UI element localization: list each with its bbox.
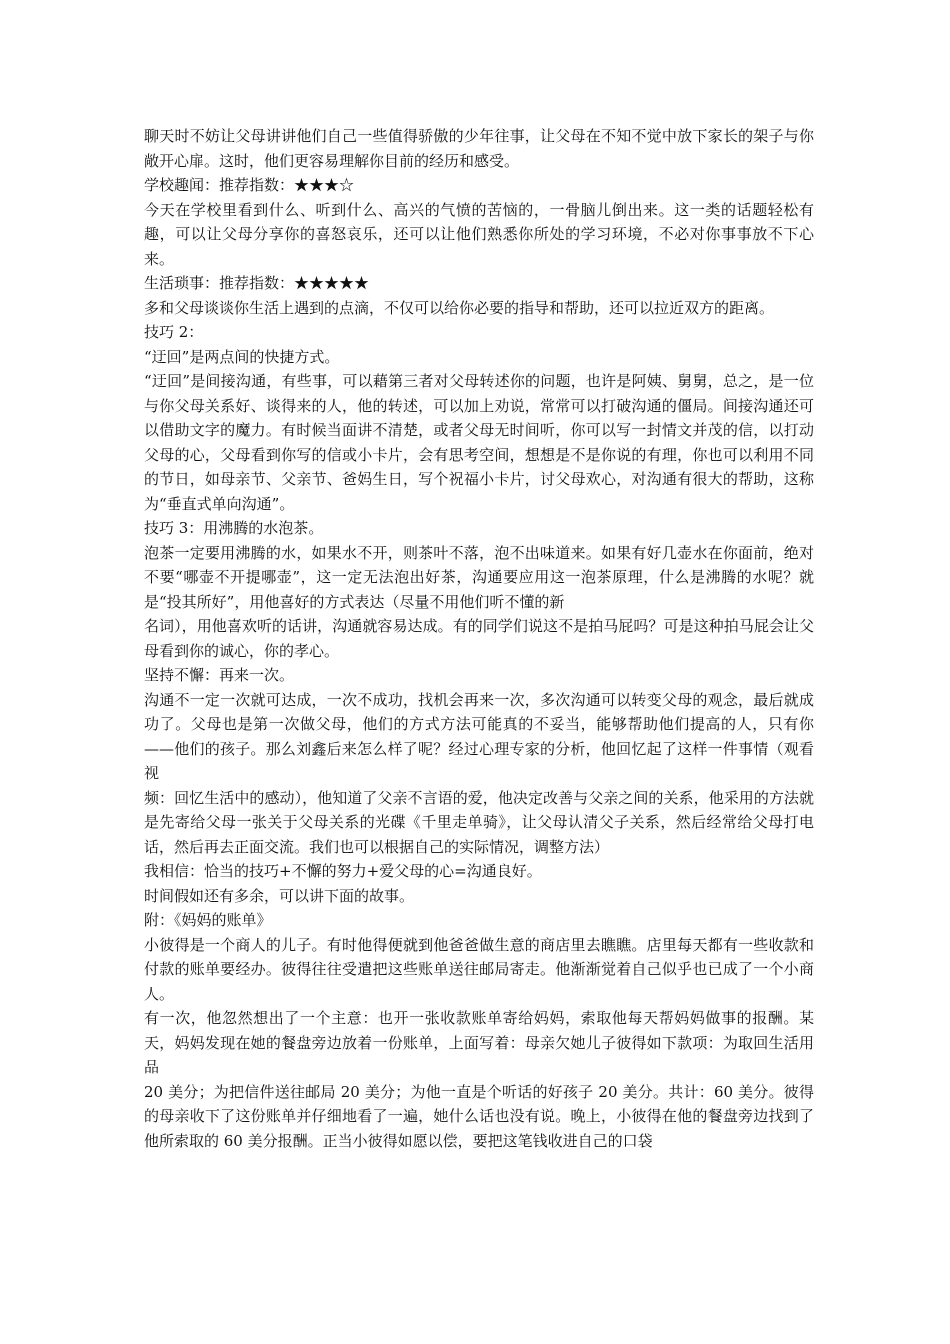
paragraph-detour: “迂回”是间接沟通，有些事，可以藉第三者对父母转述你的问题，也许是阿姨、舅舅，总之，是一位与你父母关系好、谈得来的人，他的转述，可以加上劝说，常常可以打破沟通的僵局。间接沟通还可以借助文字的魔力。有时候当面讲不清楚，或者父母无时间听，你可以写一封情文并茂的信，以打动父母的心，父母看到你写的信或小卡片，会有思考空间，想想是不是你说的有理，你也可以利用不同的节日，如母亲节、父亲节、爸妈生日，写个祝福小卡片，讨父母欢心，对沟通有很大的帮助，这称为“垂直式单向沟通”。 (144, 372, 814, 513)
paragraph-extra-time: 时间假如还有多余，可以讲下面的故事。 (144, 886, 415, 905)
heading-persist: 坚持不懈：再来一次。 (144, 666, 295, 684)
heading-tip-2: 技巧 2： (144, 323, 204, 341)
paragraph-belief: 我相信：恰当的技巧+不懈的努力+爱父母的心=沟通良好。 (144, 862, 542, 880)
paragraph-school-news: 今天在学校里看到什么、听到什么、高兴的气愤的苦恼的，一骨脑儿倒出来。这一类的话题轻松有趣，可以让父母分享你的喜怒哀乐，还可以让他们熟悉你所处的学习环境，不必对你事事放不下心来。 (144, 200, 814, 268)
heading-life-trivia: 生活琐事：推荐指数：★★★★★ (144, 274, 370, 292)
paragraph-persist: 沟通不一定一次就可达成，一次不成功，找机会再来一次，多次沟通可以转变父母的观念，最后就成功了。父母也是第一次做父母，他们的方式方法可能真的不妥当，能够帮助他们提高的人，只有你——他们的孩子。那么刘鑫后来怎么样了呢？经过心理专家的分析，他回忆起了这样一件事情（观看视 (144, 690, 814, 782)
document-page (144, 124, 814, 1153)
paragraph-story-1: 小彼得是一个商人的儿子。有时他得便就到他爸爸做生意的商店里去瞧瞧。店里每天都有一些收款和付款的账单要经办。彼得往往受遣把这些账单送往邮局寄走。他渐渐觉着自己似乎也已成了一个小商人。 (144, 935, 814, 1003)
paragraph-intro: 聊天时不妨让父母讲讲他们自己一些值得骄傲的少年往事，让父母在不知不觉中放下家长的架子与你敞开心扉。这时，他们更容易理解你目前的经历和感受。 (144, 127, 814, 170)
paragraph-story-3: 20 美分；为把信件送往邮局 20 美分；为他一直是个听话的好孩子 20 美分。共计：60 美分。彼得的母亲收下了这份账单并仔细地看了一遍，她什么话也没有说。晚上，小彼得在他的餐盘旁边找到了他所索取的 60 美分报酬。正当小彼得如愿以偿，要把这笔钱收进自己的口袋 (144, 1082, 814, 1150)
heading-tip-3: 技巧 3：用沸腾的水泡茶。 (144, 519, 324, 537)
paragraph-tea: 泡茶一定要用沸腾的水，如果水不开，则茶叶不落，泡不出味道来。如果有好几壶水在你面前，绝对不要“哪壶不开提哪壶”，这一定无法泡出好茶，沟通要应用这一泡茶原理，什么是沸腾的水呢？就是“投其所好”，用他喜好的方式表达（尽量不用他们听不懂的新 (144, 543, 814, 611)
paragraph-persist-cont: 频：回忆生活中的感动），他知道了父亲不言语的爱，他决定改善与父亲之间的关系，他采用的方法就是先寄给父母一张关于父母关系的光碟《千里走单骑》，让父母认清父子关系，然后经常给父母打电话，然后再去正面交流。我们也可以根据自己的实际情况，调整方法） (144, 788, 814, 856)
paragraph-life-trivia: 多和父母谈谈你生活上遇到的点滴，不仅可以给你必要的指导和帮助，还可以拉近双方的距离。 (144, 298, 775, 317)
heading-appendix: 附：《妈妈的账单》 (144, 911, 272, 929)
paragraph-story-2: 有一次，他忽然想出了一个主意：也开一张收款账单寄给妈妈，索取他每天帮妈妈做事的报酬。某天，妈妈发现在她的餐盘旁边放着一份账单，上面写着：母亲欠她儿子彼得如下款项：为取回生活用品 (144, 1009, 814, 1076)
paragraph-tea-cont: 名词），用他喜欢听的话讲，沟通就容易达成。有的同学们说这不是拍马屁吗？可是这种拍马屁会让父母看到你的诚心，你的孝心。 (144, 617, 814, 660)
subheading-detour: “迂回”是两点间的快捷方式。 (144, 347, 340, 366)
heading-school-news: 学校趣闻：推荐指数：★★★☆ (144, 176, 355, 194)
